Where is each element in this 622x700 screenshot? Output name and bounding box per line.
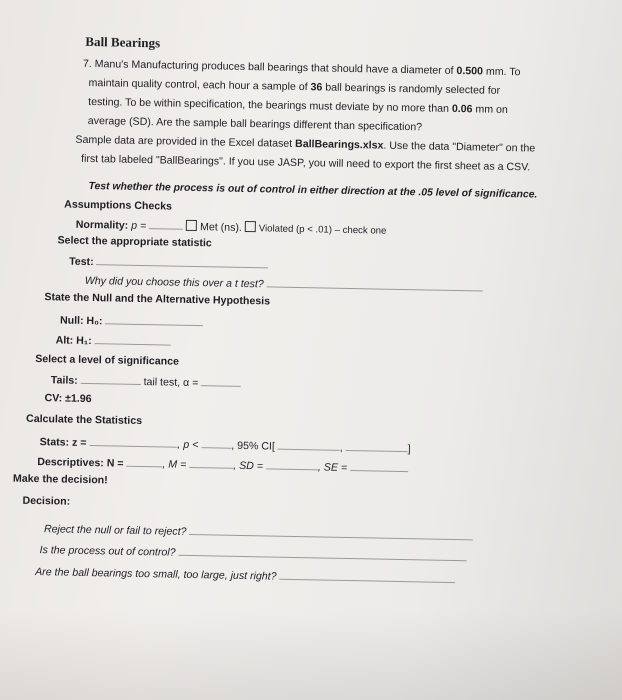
normality-p-blank[interactable]: [149, 217, 183, 230]
q2-blank[interactable]: [178, 544, 466, 562]
z-blank[interactable]: [89, 434, 177, 448]
test-row: Test:: [69, 253, 269, 273]
tails-row: Tails: tail test, α =: [51, 371, 242, 391]
page-title: Ball Bearings: [85, 33, 161, 51]
problem-line-5: Sample data are provided in the Excel dataset BallBearings.xlsx. Use the data "Diameter" on the: [75, 133, 536, 155]
problem-line-2: maintain quality control, each hour a sample of 36 ball bearings is randomly selected for: [88, 76, 501, 97]
q1-blank[interactable]: [189, 523, 473, 540]
q3-blank[interactable]: [279, 568, 455, 583]
cv-row: CV: ±1.96: [44, 392, 92, 406]
null-blank[interactable]: [105, 312, 203, 326]
why-row: Why did you choose this over a t test?: [85, 272, 483, 296]
m-blank[interactable]: [189, 456, 233, 469]
problem-line-6: first tab labeled "BallBearings". If you use JASP, you will need to export the first sheet as a CSV.: [80, 152, 531, 174]
p-blank[interactable]: [201, 436, 231, 449]
why-blank[interactable]: [267, 275, 483, 291]
hypothesis-heading: State the Null and the Alternative Hypothesis: [44, 291, 271, 308]
alt-blank[interactable]: [95, 332, 171, 345]
met-checkbox[interactable]: [186, 220, 197, 231]
violated-checkbox[interactable]: [245, 221, 256, 232]
decision-q3-row: Are the ball bearings too small, too large, just right?: [35, 563, 456, 587]
ci-lower-blank[interactable]: [278, 438, 340, 451]
statistic-heading: Select the appropriate statistic: [57, 234, 212, 250]
problem-line-4: average (SD). Are the sample ball bearings different than specification?: [87, 114, 423, 134]
tails-blank[interactable]: [81, 372, 141, 385]
significance-heading: Select a level of significance: [35, 352, 180, 368]
calculate-heading: Calculate the Statistics: [25, 412, 143, 428]
decision-label: Decision:: [22, 494, 71, 508]
ci-upper-blank[interactable]: [346, 439, 408, 452]
problem-line-3: testing. To be within specification, the bearings must deviate by no more than 0.06 mm on: [88, 95, 508, 116]
descriptives-row: Descriptives: N = , M = , SD = , SE =: [37, 453, 408, 476]
decision-q2-row: Is the process out of control?: [39, 541, 466, 565]
normality-row: Normality: p = Met (ns). Violated (p < .01) – check one: [75, 218, 387, 237]
se-blank[interactable]: [350, 459, 408, 472]
test-blank[interactable]: [97, 253, 269, 268]
n-blank[interactable]: [126, 455, 162, 468]
sd-blank[interactable]: [266, 457, 318, 470]
problem-line-1: 7. Manu's Manufacturing produces ball bearings that should have a diameter of 0.500 mm. To: [82, 57, 521, 79]
stats-row: Stats: z = , p < , 95% CI[ , ]: [40, 433, 411, 456]
alpha-blank[interactable]: [201, 374, 241, 387]
instruction: Test whether the process is out of control in either direction at the .05 level of significance.: [88, 180, 538, 201]
decision-q1-row: Reject the null or fail to reject?: [44, 520, 474, 544]
alt-row: Alt: H₁:: [55, 331, 170, 349]
null-row: Null: H₀:: [60, 311, 204, 330]
make-decision-heading: Make the decision!: [12, 472, 108, 487]
assumptions-heading: Assumptions Checks: [64, 198, 173, 213]
worksheet-page: [12, 8, 600, 700]
